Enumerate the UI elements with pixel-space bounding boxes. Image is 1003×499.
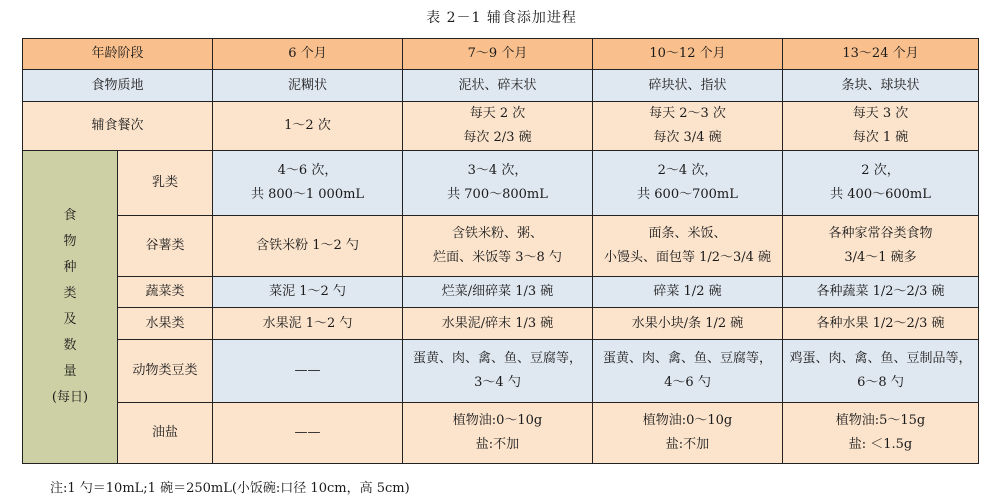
table-cell [213, 102, 403, 151]
table-cell [783, 216, 979, 277]
category-label: 油盐 [118, 403, 213, 464]
cell-line: 植物油:0～10g [452, 413, 543, 428]
side-label [52, 203, 88, 411]
table-cell [403, 340, 593, 403]
table-cell [213, 151, 403, 216]
cell-line: 共 700～800mL [447, 187, 548, 202]
table-cell [783, 340, 979, 403]
category-label: 蔬菜类 [118, 277, 213, 308]
cell-line: 3～4 次， [467, 163, 528, 178]
header-cell: 年龄阶段 [23, 39, 213, 70]
cell-line: 每天 2～3 次 [649, 106, 726, 121]
table-cell [593, 277, 783, 308]
cell-line: —— [294, 425, 321, 440]
header-cell: 13～24 个月 [783, 39, 979, 70]
cell-line: 盐:不加 [665, 437, 710, 452]
cell-line: 各种家常谷类食物 [828, 226, 933, 241]
side-label-char: 数 [63, 338, 77, 353]
cell-line: 植物油:5～15g [835, 413, 926, 428]
table-cell [403, 102, 593, 151]
cell-line: 菜泥 1～2 勺 [269, 284, 346, 299]
cell-line: 盐: ＜1.5g [848, 437, 913, 452]
milk-row [23, 151, 979, 216]
cell-line: 3/4～1 碗多 [844, 250, 917, 265]
cell-line: 4～6 次， [277, 163, 338, 178]
cell-line: 面条、米饭、 [648, 226, 727, 241]
cell-line: 共 800～1 000mL [250, 187, 365, 202]
meals-row [23, 102, 979, 151]
header-cell: 10～12 个月 [593, 39, 783, 70]
side-label-char: 食 [63, 208, 77, 223]
table-cell [593, 216, 783, 277]
table-cell [593, 403, 783, 464]
cell-line: 植物油:0～10g [642, 413, 733, 428]
table-cell [403, 216, 593, 277]
table-cell [783, 403, 979, 464]
oil-salt-row [23, 403, 979, 464]
cell-line: 烂菜/细碎菜 1/3 碗 [441, 284, 554, 299]
table-title: 表 2－1 辅食添加进程 [426, 10, 577, 26]
cell-line: 每天 2 次 [469, 106, 526, 121]
table-cell [403, 277, 593, 308]
fruit-row [23, 308, 979, 340]
table-cell [593, 102, 783, 151]
table-note: 注:1 勺＝10mL;1 碗＝250mL(小饭碗:口径 10cm，高 5cm) [50, 481, 410, 496]
table-cell: 泥糊状 [213, 70, 403, 102]
side-label-char: 种 [63, 260, 77, 275]
feeding-progress-table [22, 38, 979, 464]
table-cell [593, 151, 783, 216]
table-cell: 条块、球块状 [783, 70, 979, 102]
table-cell [403, 403, 593, 464]
table-cell [213, 403, 403, 464]
cell-line: 鸡蛋、肉、禽、鱼、豆制品等， [789, 351, 972, 366]
category-label: 谷薯类 [118, 216, 213, 277]
table-cell: 泥状、碎末状 [403, 70, 593, 102]
table-cell [403, 151, 593, 216]
row-label: 食物质地 [23, 70, 213, 102]
cell-line: 6～8 勺 [857, 375, 904, 390]
table-cell [783, 102, 979, 151]
cell-line: 各种蔬菜 1/2～2/3 碗 [816, 284, 945, 299]
vegetable-row [23, 277, 979, 308]
table-cell [403, 308, 593, 340]
category-label: 动物类豆类 [118, 340, 213, 403]
cell-line: 每次 2/3 碗 [463, 130, 532, 145]
table-cell [213, 216, 403, 277]
table-cell [213, 340, 403, 403]
cell-line: 每次 3/4 碗 [653, 130, 722, 145]
cell-line: 水果泥 1～2 勺 [262, 315, 353, 331]
table-cell [783, 308, 979, 340]
cell-line: 烂面、米饭等 3～8 勺 [433, 250, 562, 265]
category-label: 乳类 [118, 151, 213, 216]
cell-line: 水果小块/条 1/2 碗 [631, 315, 744, 331]
table-cell: 碎块状、指状 [593, 70, 783, 102]
cell-line: 3～4 勺 [474, 375, 521, 390]
table-cell [593, 308, 783, 340]
header-cell: 7～9 个月 [403, 39, 593, 70]
row-label: 辅食餐次 [23, 102, 213, 151]
cell-line: 每天 3 次 [852, 106, 909, 121]
cell-line: 共 600～700mL [637, 187, 738, 202]
cell-line: 含铁米粉 1～2 勺 [256, 238, 359, 253]
header-row [23, 39, 979, 70]
cell-line: 2～4 次， [657, 163, 718, 178]
table-cell [783, 277, 979, 308]
side-label-char: 类 [63, 286, 77, 301]
table-cell [783, 151, 979, 216]
cell-line: 各种水果 1/2～2/3 碗 [816, 315, 945, 331]
cell-line: 小馒头、面包等 1/2～3/4 碗 [603, 250, 772, 265]
side-label-char: 物 [63, 234, 77, 249]
animal-bean-row [23, 340, 979, 403]
side-label-cell [23, 151, 118, 464]
cell-line: 盐:不加 [475, 437, 520, 452]
side-label-char: 及 [63, 312, 77, 327]
cell-line: 蛋黄、肉、禽、鱼、豆腐等， [412, 351, 582, 366]
cell-line: 水果泥/碎末 1/3 碗 [441, 315, 554, 331]
cell-line: 蛋黄、肉、禽、鱼、豆腐等， [602, 351, 772, 366]
side-label-char: (每日) [51, 390, 89, 405]
cell-line: 每次 1 碗 [852, 130, 909, 145]
cell-line: —— [294, 363, 321, 378]
cell-line: 4～6 勺 [664, 375, 711, 390]
cell-line: 碎菜 1/2 碗 [653, 284, 722, 299]
texture-row [23, 70, 979, 102]
cell-line: 1～2 次 [284, 118, 331, 133]
category-label: 水果类 [118, 308, 213, 340]
grain-row [23, 216, 979, 277]
cell-line: 共 400～600mL [830, 187, 931, 202]
cell-line: 2 次， [861, 163, 900, 178]
header-cell: 6 个月 [213, 39, 403, 70]
table-cell [213, 308, 403, 340]
table-cell [213, 277, 403, 308]
cell-line: 含铁米粉、粥、 [451, 226, 543, 241]
side-label-char: 量 [63, 364, 77, 379]
table-cell [593, 340, 783, 403]
